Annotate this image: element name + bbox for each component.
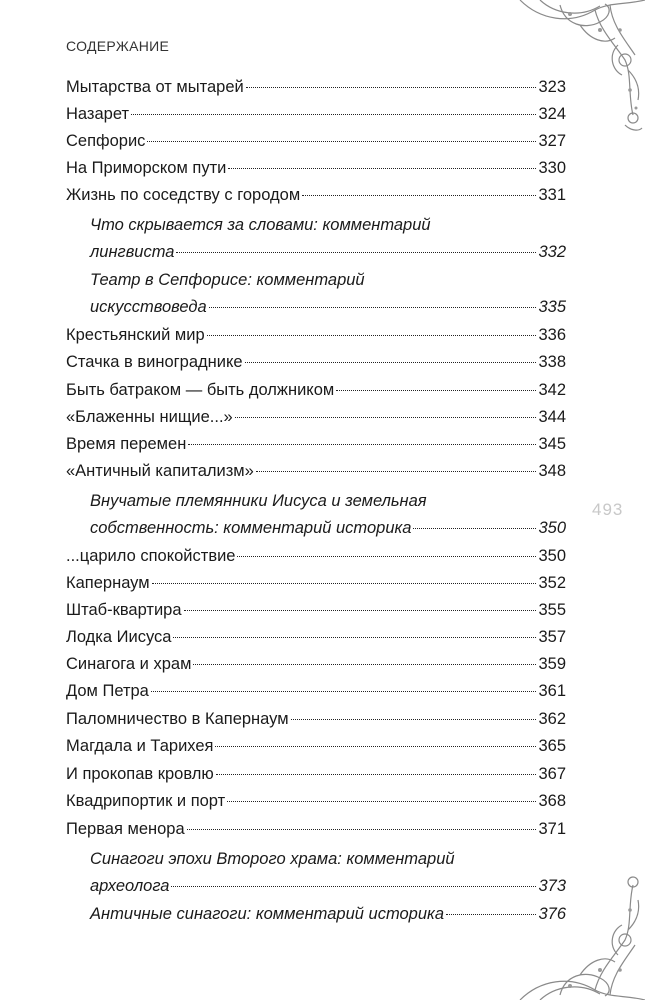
- toc-entry: [66, 74, 566, 101]
- toc-entry: [66, 543, 566, 570]
- toc-subentry: [90, 846, 566, 900]
- dot-leader: [152, 583, 537, 584]
- toc-entry: [66, 624, 566, 651]
- dot-leader: [237, 556, 536, 557]
- section-header: СОДЕРЖАНИЕ: [66, 38, 170, 54]
- dot-leader: [131, 114, 536, 115]
- toc-page: 368: [538, 792, 566, 810]
- toc-entry: [66, 431, 566, 458]
- dot-leader: [207, 335, 537, 336]
- toc-page: 371: [538, 820, 566, 838]
- toc-entry: [66, 101, 566, 128]
- toc-page: 352: [538, 574, 566, 592]
- toc-entry: [66, 761, 566, 788]
- toc-title: Античные синагоги: комментарий историка: [90, 905, 445, 923]
- toc-page: 362: [538, 710, 566, 728]
- toc-title: лингвиста: [90, 243, 175, 261]
- toc-page: 327: [538, 132, 566, 150]
- toc-title-line1: Синагоги эпохи Второго храма: комментарий: [90, 850, 455, 868]
- toc-title: «Блаженны нищие...»: [66, 408, 233, 426]
- dot-leader: [215, 746, 536, 747]
- toc-title: Жизнь по соседству с городом: [66, 186, 301, 204]
- dot-leader: [245, 362, 537, 363]
- toc-title: «Античный капитализм»: [66, 462, 254, 480]
- toc-title: Назарет: [66, 105, 130, 123]
- toc-page: 330: [538, 159, 566, 177]
- dot-leader: [171, 886, 536, 887]
- toc-title: Время перемен: [66, 435, 187, 453]
- toc-title: Первая менора: [66, 820, 185, 838]
- dot-leader: [188, 444, 536, 445]
- toc-entry: [66, 349, 566, 376]
- dot-leader: [184, 610, 537, 611]
- toc-entry: [66, 678, 566, 705]
- toc-page: 345: [538, 435, 566, 453]
- toc-page: 348: [538, 462, 566, 480]
- toc-page: 357: [538, 628, 566, 646]
- toc-entry: [66, 155, 566, 182]
- toc-page: 336: [538, 326, 566, 344]
- toc-subentry: [90, 901, 566, 928]
- toc-entry: [66, 128, 566, 155]
- toc-title: Паломничество в Капернаум: [66, 710, 289, 728]
- toc-entry: [66, 651, 566, 678]
- toc-entry: [66, 706, 566, 733]
- toc-page: 350: [538, 547, 566, 565]
- toc-entry: [66, 404, 566, 431]
- toc-title: Лодка Иисуса: [66, 628, 172, 646]
- dot-leader: [246, 87, 537, 88]
- toc-title: Квадрипортик и порт: [66, 792, 226, 810]
- toc-page: 367: [538, 765, 566, 783]
- dot-leader: [446, 914, 536, 915]
- toc-page: 335: [538, 298, 566, 316]
- dot-leader: [256, 471, 537, 472]
- dot-leader: [193, 664, 536, 665]
- toc-title: И прокопав кровлю: [66, 765, 214, 783]
- toc-subentry: [90, 212, 566, 266]
- toc-title: Штаб-квартира: [66, 601, 182, 619]
- toc-entry: [66, 322, 566, 349]
- dot-leader: [151, 691, 537, 692]
- toc-page: 344: [538, 408, 566, 426]
- dot-leader: [302, 195, 536, 196]
- toc-title: Сепфорис: [66, 132, 146, 150]
- toc-subentry: [90, 267, 566, 321]
- toc-title: Быть батраком — быть должником: [66, 381, 335, 399]
- dot-leader: [227, 801, 536, 802]
- toc-page: 338: [538, 353, 566, 371]
- toc-entry: [66, 788, 566, 815]
- dot-leader: [291, 719, 537, 720]
- dot-leader: [173, 637, 536, 638]
- toc-entry: [66, 570, 566, 597]
- toc-title-line1: Что скрывается за словами: комментарий: [90, 216, 431, 234]
- toc-page: 332: [538, 243, 566, 261]
- toc-title-line1: Внучатые племянники Иисуса и земельная: [90, 492, 427, 510]
- toc-page: 331: [538, 186, 566, 204]
- toc-page: 376: [538, 905, 566, 923]
- toc-entry: [66, 733, 566, 760]
- toc-entry: [66, 377, 566, 404]
- toc-title: Синагога и храм: [66, 655, 192, 673]
- toc-title: Крестьянский мир: [66, 326, 205, 344]
- toc-entry: [66, 458, 566, 485]
- dot-leader: [176, 252, 536, 253]
- dot-leader: [228, 168, 536, 169]
- dot-leader: [209, 307, 537, 308]
- toc-title: ...царило спокойствие: [66, 547, 236, 565]
- dot-leader: [216, 774, 537, 775]
- page-number: 493: [592, 500, 624, 519]
- toc-entry: [66, 182, 566, 209]
- toc-page: 342: [538, 381, 566, 399]
- toc-title: Капернаум: [66, 574, 150, 592]
- toc-title: собственность: комментарий историка: [90, 519, 412, 537]
- toc-entry: [66, 816, 566, 843]
- dot-leader: [336, 390, 536, 391]
- toc-page: 373: [538, 877, 566, 895]
- toc-title: Мытарства от мытарей: [66, 78, 244, 96]
- toc-page: 323: [538, 78, 566, 96]
- dot-leader: [235, 417, 537, 418]
- toc-page: 324: [538, 105, 566, 123]
- toc-title: искусствоведа: [90, 298, 207, 316]
- toc-title: археолога: [90, 877, 170, 895]
- toc-page: 355: [538, 601, 566, 619]
- toc-page: 359: [538, 655, 566, 673]
- toc-page: 350: [538, 519, 566, 537]
- dot-leader: [413, 528, 536, 529]
- toc-subentry: [90, 488, 566, 542]
- toc-page: 365: [538, 737, 566, 755]
- toc-title-line1: Театр в Сепфорисе: комментарий: [90, 271, 365, 289]
- toc-title: Магдала и Тарихея: [66, 737, 214, 755]
- toc-page: 361: [538, 682, 566, 700]
- toc-title: Стачка в винограднике: [66, 353, 243, 371]
- dot-leader: [147, 141, 536, 142]
- dot-leader: [187, 829, 537, 830]
- toc-title: На Приморском пути: [66, 159, 227, 177]
- toc-entry: [66, 597, 566, 624]
- toc-title: Дом Петра: [66, 682, 149, 700]
